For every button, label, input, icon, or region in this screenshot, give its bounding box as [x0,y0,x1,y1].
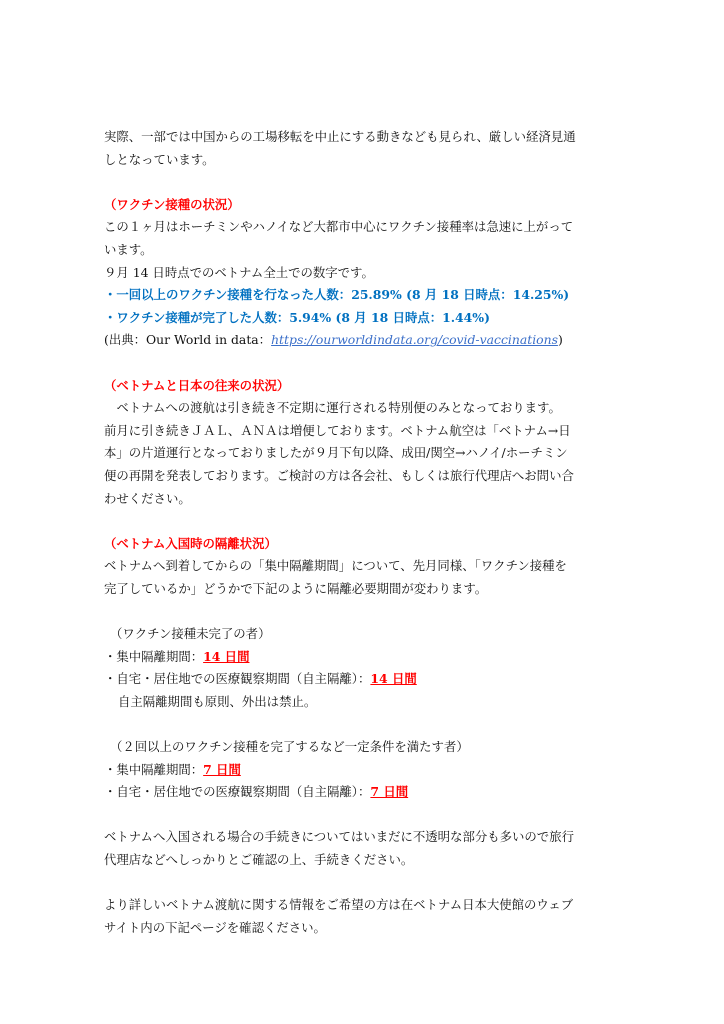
source-prefix: (出典：Our World in data： [104,332,272,348]
procedure-paragraph [104,826,624,871]
group-note: 自主隔離期間も原則、外出は禁止。 [118,693,317,709]
quarantine-intro [104,533,624,601]
source-suffix: ) [557,332,563,348]
intro-paragraph [104,126,624,171]
more-info-line: より詳しいベトナム渡航に関する情報をご希望の方は在ベトナム日本大使館のウェブ [104,897,574,913]
quarantine-line: 完了しているか」どうかで下記のように隔離必要期間が変わります。 [104,580,488,596]
travel-line: 便の再開を発表しております。ご検討の方は各会社、もしくは旅行代理店へお問い合 [104,467,574,483]
travel-line: ベトナムへの渡航は引き続き不定期に運行される特別便のみとなっております。 [104,400,561,416]
vaccine-line: います。 [104,241,153,257]
quarantine-vaccinated [104,736,624,804]
item-label: ・自宅・居住地での医療観察期間（自主隔離）： [104,784,371,800]
quarantine-heading: （ベトナム入国時の隔離状況） [104,535,277,551]
travel-line: わせください。 [104,490,191,506]
intro-line: しとなっています。 [104,151,215,167]
group-title: （ワクチン接種未完了の者） [110,626,271,642]
procedure-line: 代理店などへしっかりとご確認の上、手続きください。 [104,852,414,867]
item-value: 7 日間 [203,761,241,777]
travel-heading: （ベトナムと日本の往来の状況） [104,377,290,393]
vaccine-stat-completed: ・ワクチン接種が完了した人数：5.94% (8 月 18 日時点：1.44%) [104,309,490,325]
procedure-line: ベトナムへ入国される場合の手続きについてはいまだに不透明な部分も多いので旅行 [104,829,574,845]
group-item [104,781,624,804]
group-title: （２回以上のワクチン接種を完了するなど一定条件を満たす者） [110,739,469,755]
vaccine-stat-first-dose: ・一回以上のワクチン接種を行なった人数：25.89% (8 月 18 日時点：14.25%) [104,287,570,303]
item-value: 14 日間 [203,648,250,664]
group-item [104,646,624,669]
item-value: 7 日間 [370,784,409,800]
more-info-line: サイト内の下記ページを確認ください。 [104,919,326,935]
quarantine-unvaccinated [104,623,624,713]
quarantine-line: ベトナムへ到着してからの「集中隔離期間」について、先月同様、「ワクチン接種を [104,558,567,574]
vaccine-line: この１ヶ月はホーチミンやハノイなど大都市中心にワクチン接種率は急速に上がって [104,219,574,235]
group-item [104,759,624,782]
vaccine-line: ９月 14 日時点でのベトナム全土での数字です。 [104,264,374,280]
item-label: ・集中隔離期間： [104,761,204,777]
item-value: 14 日間 [370,671,417,687]
source-link[interactable]: https://ourworldindata.org/covid-vaccinations [271,332,558,348]
intro-line: 実際、一部では中国からの工場移転を中止にする動きなども見られ、厳しい経済見通 [104,129,576,144]
travel-section [104,375,624,511]
travel-line: 前月に引き続きＪＡＬ、ＡＮＡは増便しております。ベトナム航空は「ベトナム→日 [104,422,571,438]
item-label: ・集中隔離期間： [104,648,204,664]
vaccine-section [104,194,624,352]
travel-line: 本」の片道運行となっておりましたが９月下旬以降、成田/関空→ハノイ/ホーチミン [104,445,568,461]
item-label: ・自宅・居住地での医療観察期間（自主隔離）： [104,671,371,687]
vaccine-source [104,329,624,352]
more-info-paragraph [104,894,624,939]
vaccine-heading: （ワクチン接種の状況） [104,196,240,212]
group-item [104,668,624,691]
